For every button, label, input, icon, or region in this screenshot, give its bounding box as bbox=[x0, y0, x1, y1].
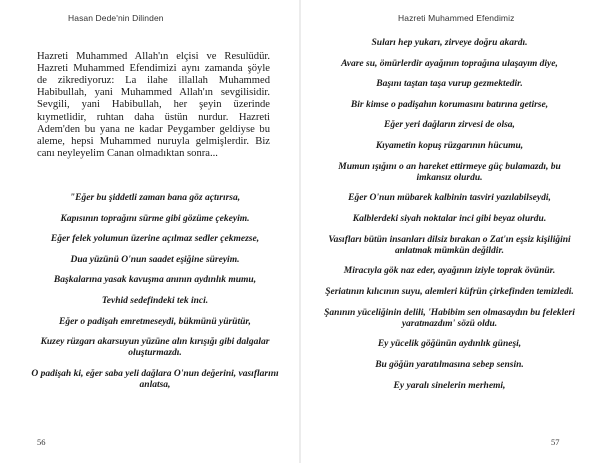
verse-line: Kalblerdeki siyah noktalar inci gibi beyaz olurdu. bbox=[352, 213, 547, 224]
verse-line: Bir kimse o padişahın korumasını batırına getirse, bbox=[350, 99, 549, 110]
verse-line: Kuzey rüzgarı akarsuyun yüzüne alın kırışığı gibi dalgalar oluşturmazdı. bbox=[40, 337, 270, 359]
verse-line: Tevhid sedefindeki tek inci. bbox=[101, 295, 209, 306]
page-number-right: 57 bbox=[551, 437, 560, 447]
verse-line: Eğer o padişah emretmeseydi, bükmünü yürütür, bbox=[59, 316, 251, 327]
verse-line: Eğer O'nun mübarek kalbinin tasviri yazılabilseydi, bbox=[348, 193, 551, 204]
verse-line: Avare su, ömürlerdir ayağının toprağına ulaşayım diye, bbox=[341, 58, 558, 69]
verse-line: Eğer yeri dağların zirvesi de olsa, bbox=[384, 120, 515, 131]
verse-line: Kapısının toprağını sürme gibi gözüme çekeyim. bbox=[60, 213, 250, 224]
verse-line: Mumun ışığını o an hareket ettirmeye güç bulamazdı, bu imkansız olurdu. bbox=[338, 161, 561, 183]
verse-line: Eğer felek yolumun üzerine açılmaz sedler çekmezse, bbox=[50, 234, 260, 245]
verse-list-right bbox=[322, 38, 577, 401]
verse-line: Suları hep yukarı, zirveye doğru akardı. bbox=[371, 38, 528, 48]
body-paragraph: Hazreti Muhammed Allah'ın elçisi ve Resulüdür. Hazreti Muhammed Efendimizi aynı zamanda şöyle de zikrediyoruz: La ilahe illallah Muhammed Habibullah, yani Muhammed Allah'ın sevgilisidir. Sevgili, yani Habibullah, her şeyin üzerinde kıymetlidir, ruhtan daha üstün nurdur. Hazreti Adem'den bu yana ne kadar Peygamber geldiyse bu aleme, hepsi Muhammed nuruyla gelmişlerdir. Biz canı neyleyelim Canan olmadıktan sonra... bbox=[37, 50, 270, 160]
verse-line: Başını taştan taşa vurup gezmektedir. bbox=[376, 79, 523, 90]
verse-line: Bu göğün yaratılmasına sebep sensin. bbox=[375, 359, 524, 370]
verse-line: Başkalarına yasak kavuşma anının aydınlık mumu, bbox=[53, 275, 257, 286]
verse-list-left bbox=[30, 193, 280, 401]
verse-line: Miracıyla gök naz eder, ayağının iziyle toprak övünür. bbox=[343, 266, 556, 277]
verse-line: "Eğer bu şiddetli zaman bana göz açtırırsa, bbox=[69, 193, 241, 203]
verse-line: Kıyametin kopuş rüzgarının hücumu, bbox=[375, 140, 524, 151]
verse-line: O padişah ki, eğer saba yeli dağlara O'nun değerini, vasıflarını anlatsa, bbox=[31, 368, 279, 391]
verse-line: Ey yücelik göğünün aydınlık güneşi, bbox=[377, 339, 522, 350]
verse-line: Dua yüzünü O'nun saadet eşiğine süreyim. bbox=[70, 254, 240, 265]
verse-line: Ey yaralı sinelerin merhemi, bbox=[393, 380, 506, 391]
verse-line: Şeriatının kılıcının suyu, alemleri küfrün çirkefinden temizledi. bbox=[325, 286, 574, 297]
verse-line: Şanının yüceliğinin delili, 'Habibim sen olmasaydın bu felekleri yaratmazdım' sözü oldu. bbox=[324, 307, 575, 329]
verse-line: Vasıfları bütün insanları dilsiz bırakan o Zat'ın eşsiz kişiliğini anlatmak mümkün değildir. bbox=[328, 234, 571, 256]
right-page bbox=[300, 0, 600, 463]
page-number-left: 56 bbox=[37, 437, 46, 447]
running-header-left: Hasan Dede'nin Dilinden bbox=[68, 13, 164, 23]
running-header-right: Hazreti Muhammed Efendimiz bbox=[398, 13, 515, 23]
